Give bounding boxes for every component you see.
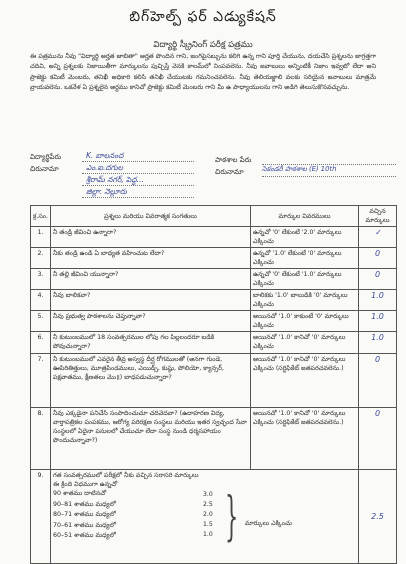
- grade-item: 90–81 శాతము మధ్యలో: [53, 500, 116, 508]
- row-number: 4.: [31, 290, 51, 311]
- table-row: [31, 332, 397, 354]
- address-field-line2[interactable]: శ్రీరామ్ నగర్, పెద్ద...: [86, 175, 144, 184]
- page-title: బిగ్‌హెల్ప్ ఫర్ ఎడ్యుకేషన్: [129, 9, 277, 25]
- grade-item: 80–71 శాతము మధ్యలో: [53, 511, 116, 518]
- grade-scale-value: 2.0: [203, 511, 213, 518]
- header-marks-given: వచ్చిన మార్కులు: [359, 206, 397, 227]
- row-number: 6.: [31, 332, 51, 354]
- table-row: [31, 269, 397, 290]
- table-row: [31, 227, 397, 248]
- grade-block: [53, 489, 356, 559]
- row-detail: ఉన్నచో '1.0' లేకుంటే '0' మార్కులు ఎక్కించు: [251, 248, 359, 269]
- row-question: నీ తండ్రి జీవించి ఉన్నారా?: [51, 227, 251, 248]
- grade-scale: [203, 490, 213, 540]
- marks-field[interactable]: 1.0: [359, 332, 397, 354]
- header-question: ప్రశ్నలు మరియు వివరాత్మక సంగతులు: [51, 206, 251, 227]
- grade-detail: మార్కులు ఎక్కించు: [245, 520, 292, 527]
- row-detail: అయినచో '1.0' కానిచో '0' మార్కులు ఎక్కించు (సర్టిఫికేట్ జతపరచవలెను.): [251, 408, 359, 470]
- instructions-paragraph: ఈ పత్రమును నీవు "విద్యార్థి అర్హత జాబితా" అర్హత పొందిన గాని, జంగిపైసబ్బును కలిగి ఉన్న గాని పూర్తి చేయును, దయచేసి ప్రశ్నలను జాగ్రత్తగా చదివి, అన్ని ప్రశ్నలకు నిజాయితీగా మార్కులను పుచ్చిస్తే వెనకి కాలమ్‌లో నింపవలెను. నీవు జవాబులు అన్నింటికీ నిజాం ఇవ్వటో లేదా అని ప్రాజెక్టు కమిటీ మెంబరు, తనిఖీ అధికారి కలిసి తనిఖీ చేయుటకు గమనించవలెను. నీవు తెలియజ్జాలి వలకు సరియైన జవాబులు మాత్రమే వ్రాయవలెను. ఒకవేళ ఏ ప్రశ్నలైన అర్థము కానిచో ప్రాజెక్టు కమిటీ మెంబరు గాని మీ ఉ పాధ్యాయులను గాని అడిగి తెలుసుకొనవచ్చును.: [30, 53, 376, 91]
- marks-field[interactable]: [359, 227, 397, 248]
- row-detail: అయినచో '1.0' కానిచో '0' మార్కులు ఎక్కించు (సర్టిఫికేట్ జతపరచవలెను.): [251, 354, 359, 408]
- marks-field[interactable]: 0: [359, 269, 397, 290]
- grade-intro: ఈ క్రింది విధముగా ఉన్నచో: [53, 481, 118, 488]
- table-row: [31, 470, 397, 564]
- row-question: నీ తల్లి జీవించి యున్నారా?: [51, 269, 251, 290]
- marks-field[interactable]: 0: [359, 248, 397, 269]
- screening-table: [30, 205, 397, 564]
- row-detail: బాలికకు '1.0' బాలుడికి '0' మార్కులు ఎక్కించు: [251, 290, 359, 311]
- row-detail: అయినచో '1.0' కానిచో '0' మార్కులు ఎక్కించు: [251, 332, 359, 354]
- row-question: నీకు తండ్రి ఉండి ఏ బాధ్యత వహించుట లేదా?: [51, 248, 251, 269]
- marks-field[interactable]: 0: [359, 408, 397, 470]
- row-detail: ఉన్నచో '0' లేకుంటే '2.0' మార్కులు ఎక్కించు: [251, 227, 359, 248]
- row-number: 2.: [31, 248, 51, 269]
- marks-field[interactable]: 1.0: [359, 290, 397, 311]
- school-name-label: పాఠశాల పేరు: [215, 156, 252, 164]
- row-question: నీవు బాలికవా?: [51, 290, 251, 311]
- student-name-field[interactable]: K. బాలనంద: [86, 151, 124, 160]
- grade-item: 60–51 శాతము మధ్యలో: [53, 532, 116, 539]
- school-address-field[interactable]: సెకండరీ పాఠశాల (E) 10th: [262, 165, 337, 173]
- grade-item: 70–61 శాతము మధ్యలో: [53, 521, 116, 529]
- row-number: 1.: [31, 227, 51, 248]
- marks-field[interactable]: 0: [359, 354, 397, 408]
- grade-list: [53, 489, 116, 542]
- row-question: నీవు ప్రభుత్వ పాఠశాలను చెప్తున్నావా?: [51, 311, 251, 332]
- grade-scale-value: 2.5: [203, 501, 213, 508]
- grade-item: 90 శాతము దాటినచో: [53, 490, 107, 497]
- table-row: [31, 248, 397, 269]
- header-marks-detail: మార్కుల వివరములు: [251, 206, 359, 227]
- row-number: 9.: [31, 470, 51, 564]
- check-mark-icon: ✓: [375, 228, 382, 237]
- row-detail: ఉన్నచో '0' లేకుంటే '1.0' మార్కులు ఎక్కించు: [251, 269, 359, 290]
- row-number: 5.: [31, 311, 51, 332]
- grade-scale-value: 1.5: [203, 521, 213, 528]
- grade-scale-value: 3.0: [203, 491, 213, 498]
- row-detail: అయినచో '1.0' కాకుంటే '0' మార్కులు ఎక్కించు: [251, 311, 359, 332]
- table-row: [31, 354, 397, 408]
- row-question-grades: [51, 470, 359, 564]
- row-question: గత సంవత్సరములో పరీక్షలో నీకు వచ్చిన సరాసరి మార్కులు: [53, 472, 199, 479]
- marks-field[interactable]: 1.0: [359, 311, 397, 332]
- table-row: [31, 408, 397, 470]
- address-field-line1[interactable]: ఎం.ఐ.దగుల: [86, 163, 123, 172]
- address-label: చిరునామా: [30, 165, 59, 173]
- school-address-label: చిరునామా: [215, 168, 244, 176]
- marks-field[interactable]: 2.5: [359, 470, 397, 564]
- row-question: నీవు ఎక్కడైనా పనిచేసి సంపాదించుచూ చదివెదవా? (ఉదాహరణ విద్య, వార్తాపత్రికల పంపకము, ఆరోగ్య పరిరక్షణ సంస్థలు మరియు ఇతర స్వచ్ఛంద సేవా సంస్థలలో ఏదైనా పనులలో చేయుచూ లేదా సంస్థ నుండి ధర్మసహాయం పొందుచున్నావా?): [51, 408, 251, 470]
- table-row: [31, 311, 397, 332]
- row-question: నీ కుటుంబములో 18 సంవత్సరముల లోపు గల పిల్లలందరూ బడికి పోవుచున్నారా?: [51, 332, 251, 354]
- school-address-line: [262, 176, 396, 177]
- address-field-line3[interactable]: జిల్లా: నెల్లూరు: [86, 187, 127, 196]
- grade-scale-value: 1.0: [203, 531, 213, 538]
- table-row: [31, 290, 397, 311]
- header-sno: క్ర.సం.: [31, 206, 51, 227]
- row-number: 8.: [31, 408, 51, 470]
- row-number: 7.: [31, 354, 51, 408]
- row-question: నీ కుటుంబములో ఎవరైన తీవ్ర అస్వస్థ దీర్ఘ రోగములతో (అనగా గుండె, ఊపిరితిత్తులు, మూత్రపిండములు, ఎయిడ్స్, కుష్ఠు, పోలియో, క్యాన్సర్, పక్షవాతము, క్షీణతలు మొ॥) బాధపడుచున్నారా?: [51, 354, 251, 408]
- table-header-row: [31, 206, 397, 227]
- student-name-label: విద్యార్థిపేరు: [30, 153, 62, 161]
- curly-brace-icon: }: [225, 487, 239, 547]
- row-number: 3.: [31, 269, 51, 290]
- page-subtitle: విద్యార్థి స్క్రీనింగ్ పరీక్ష పత్రము: [153, 40, 253, 50]
